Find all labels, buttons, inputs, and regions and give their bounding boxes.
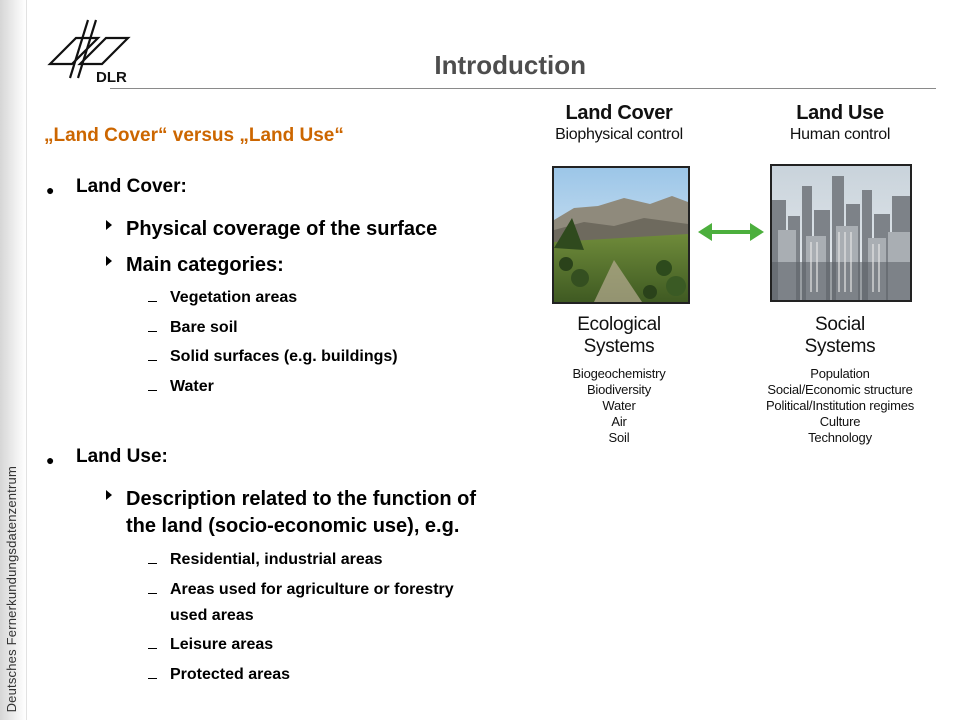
dash-bullet-icon [148, 331, 157, 332]
dlr-logo-icon [46, 18, 132, 84]
mountain-landscape-photo [552, 166, 690, 304]
diagram-left-item: Water [602, 398, 636, 413]
triangle-bullet-icon [106, 220, 112, 230]
diagram-right-title: Land Use [796, 102, 884, 124]
land-use-example: Residential, industrial areas [170, 551, 383, 568]
dash-bullet-icon [148, 593, 157, 594]
land-use-example: used areas [170, 607, 254, 624]
land-cover-heading: Land Cover: [76, 176, 187, 197]
diagram-left-header [536, 102, 702, 144]
diagram-right-item: Political/Institution regimes [765, 398, 915, 413]
land-cover-point: Main categories: [126, 254, 284, 276]
land-cover-point: Physical coverage of the surface [126, 218, 438, 240]
land-cover-category: Water [170, 378, 214, 395]
diagram-left-item: Air [611, 414, 627, 429]
city-skyline-photo [770, 164, 912, 302]
page-title: Introduction [434, 50, 586, 80]
sidebar-strip [0, 0, 27, 720]
bullet-dot-icon: ● [46, 452, 55, 468]
title-divider [110, 88, 936, 89]
dash-bullet-icon [148, 648, 157, 649]
diagram-right-item: Technology [808, 430, 872, 445]
dash-bullet-icon [148, 563, 157, 564]
bullet-dot-icon: ● [46, 182, 55, 198]
diagram-right-system-line: Systems [804, 336, 876, 357]
diagram-right-item: Population [810, 366, 870, 381]
diagram-left-item: Biodiversity [586, 382, 652, 397]
land-use-point-line: Description related to the function of [126, 488, 477, 510]
diagram-left-system-line: Systems [583, 336, 655, 357]
land-use-heading: Land Use: [76, 446, 168, 467]
diagram-left-systems [536, 314, 702, 446]
land-use-example: Protected areas [170, 666, 291, 683]
dash-bullet-icon [148, 301, 157, 302]
land-use-example: Leisure areas [170, 636, 274, 653]
land-cover-category: Bare soil [170, 319, 238, 336]
dash-bullet-icon [148, 360, 157, 361]
diagram-left-subtitle: Biophysical control [555, 126, 683, 143]
land-cover-category: Solid surfaces (e.g. buildings) [170, 348, 398, 365]
diagram-left-title: Land Cover [565, 102, 673, 124]
diagram-left-item: Soil [608, 430, 630, 445]
land-use-example: Areas used for agriculture or forestry [170, 581, 454, 598]
land-cover-category: Vegetation areas [170, 289, 298, 306]
diagram-right-item: Social/Economic structure [767, 382, 913, 397]
dlr-logo [46, 18, 132, 84]
diagram-right-systems [750, 314, 930, 446]
slide-subtitle: „Land Cover“ versus „Land Use“ [44, 125, 344, 146]
sidebar-org-name: Deutsches Fernerkundungsdatenzentrum [4, 465, 19, 712]
dash-bullet-icon [148, 678, 157, 679]
land-cover-use-diagram [536, 102, 940, 462]
diagram-left-system-line: Ecological [577, 314, 661, 335]
diagram-right-header [758, 102, 922, 144]
diagram-right-system-line: Social [815, 314, 865, 335]
triangle-bullet-icon [106, 490, 112, 500]
diagram-right-subtitle: Human control [789, 126, 891, 143]
diagram-right-item: Culture [819, 414, 861, 429]
double-arrow-icon [698, 220, 764, 244]
dash-bullet-icon [148, 390, 157, 391]
diagram-left-item: Biogeochemistry [572, 366, 666, 381]
land-use-point-line: the land (socio-economic use), e.g. [126, 515, 460, 537]
triangle-bullet-icon [106, 256, 112, 266]
logo-text: DLR [96, 69, 127, 84]
